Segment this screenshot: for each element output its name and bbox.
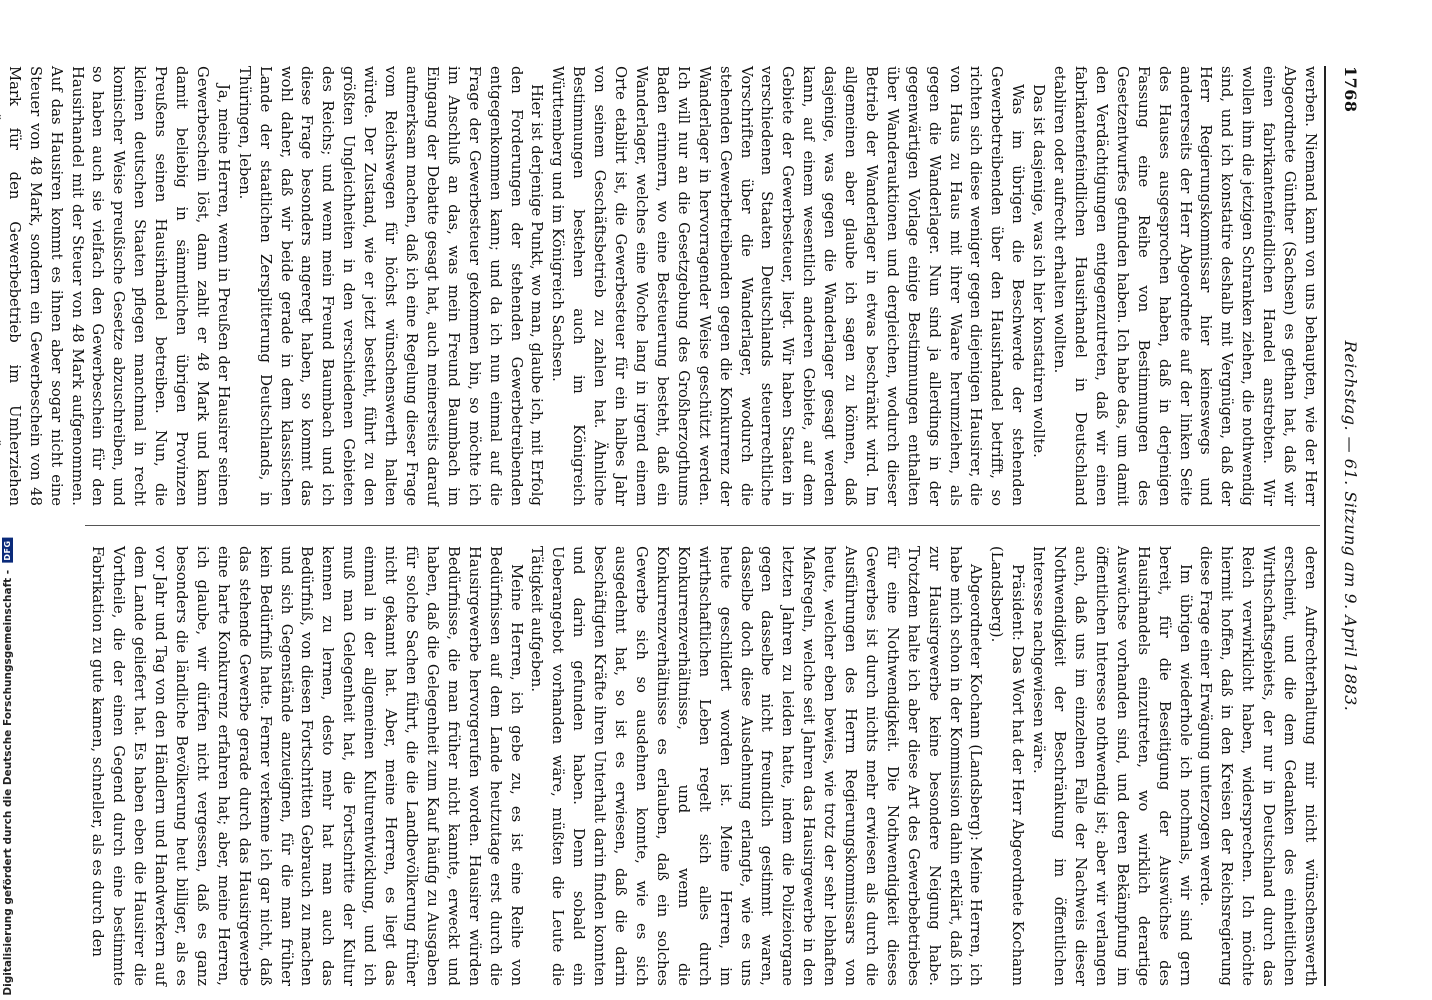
digitization-credit (0, 540, 14, 1000)
dfg-logo: DFG (3, 540, 12, 561)
paragraph: Abgeordneter Kochann (Landsberg): Meine Herren, ich habe mich schon in der Kommission dahin erklärt, daß ich zur Hausirgewerbe keine besondere Neigung habe. Trotzdem halte ich aber diese Art des Gewerbebetriebes für eine Nothwendigkeit. Die Nothwendigkeit dieses Gewerbes ist durch nichts mehr erwiesen als durch die Ausführungen des Herrn Regierungskommissars von heute, welcher eben bewies, wie trotz der sehr lebhaften Maßregeln, welche seit Jahren das Hausirgewerbe in den letzten Jahren zu leiden hatte, indem die Polizeiorgane gegen dasselbe nicht freundlich gestimmt waren, dasselbe doch diese Ausdehnung erlangte, wie es uns heute geschildert worden ist. Meine Herren, im wirthschaftlichen Leben regelt sich alles durch Konkurrenzverhältnisse, und wenn die Konkurrenzverhältnisse es erlauben, daß ein solches Gewerbe sich so ausdehnen konnte, wie es sich ausgedehnt hat, so ist es erwiesen, daß die darin beschäftigten Kräfte ihren Unterhalt darin finden konnten und darin gefunden haben. Denn sobald ein Ueberangebot vorhanden wäre, müßten die Leute die Tätigkeit aufgeben. (528, 546, 985, 986)
digitization-credit-text (2, 538, 14, 996)
paragraph: Was im übrigen die Beschwerde der stehenden Gewerbetreibenden über den Hausirhandel betrifft, so richten sich diese weniger gegen diejenigen Hausirer, die von Haus zu Haus mit ihrer Waare herumziehen, als gegen die Wanderlager. Nun sind ja allerdings in der gegenwärtigen Vorlage einige Bestimmungen enthalten über Wanderauktionen und dergleichen, wodurch dieser Betrieb der Wanderlager in etwas beschränkt wird. Im allgemeinen aber glaube ich sagen zu können, daß dasjenige, was gegen die Wanderlager gesagt werden kann, auf einem wesentlich anderen Gebiete, auf dem Gebiete der Gewerbesteuer, liegt. Wir haben Staaten in verschiedenen Staaten Deutschlands steuerrechtliche Vorschriften über die Wanderlager, wodurch die stehenden Gewerbetreibenden gegen die Konkurrenz der Wanderlager in hervorragender Weise geschützt werden. Ich will nur an die Gesetzgebung des Großherzogthums Baden erinnern, wo eine Besteuerung besteht, daß ein Wanderlager, welches eine Woche lang in irgend einem Orte etablirt ist, die Gewerbesteuer für ein halbes Jahr von seinem Geschäftsbetrieb zu zahlen hat. Ähnliche Bestimmungen bestehen auch im Königreich Württemberg und im Königreich Sachsen. (549, 66, 1027, 506)
paragraph: Ja, meine Herren, wenn in Preußen der Hausirer seinen Gewerbeschein löst, dann zahlt er 48 Mark und kann damit beliebig in sämmtlichen übrigen Provinzen Preußens seinen Hausirhandel betreiben. Nun, die kleinen deutschen Staaten pflegen manchmal in recht komischer Weise preußische Gesetze abzuschreiben, und so haben auch sie vielfach den Gewerbeschein für den Hausirhandel mit der Steuer von 48 Mark aufgenommen. Auf das Hausiren kommt es ihnen aber sogar nicht eine Steuer von 48 Mark, sondern ein Gewerbeschein von 48 Mark für den Gewerbebetrieb im Umherziehen (5, 66, 232, 506)
paragraph: Präsident: Das Wort hat der Herr Abgeordnete Kochann (Landsberg). (988, 546, 1027, 986)
credit-label: Digitalisierung gefördert durch die Deutsche Forschungsgemeinschaft - (2, 570, 14, 996)
paragraph: werben. Niemand kann von uns behaupten, wie der Herr Abgeordnete Günther (Sachsen) es gethan hat, daß wir einen fabrikantenfeindlichen Handel anstrebten. Wir wollen ihm die jetzigen Schranken ziehen, die nothwendig sind, und ich konstatire deshalb mit Vergnügen, daß der Herr Regierungskommissar hier keineswegs und andererseits der Herr Abgeordnete auf der linken Seite des Hauses ausgesprochen haben, daß in derjenigen Fassung eine Reihe von Bestimmungen des Gesetzentwurfes gefunden haben. Ich habe das, um damit den Verdächtigungen entgegenzutreten, daß wir einen fabrikantenfeindlichen Hausirhandel in Deutschland etabliren oder aufrecht erhalten wollten. (1051, 66, 1319, 506)
paragraph: Hier ist derjenige Punkt, wo man, glaube ich, mit Erfolg den Forderungen der stehenden Gewerbetreibenden entgegenkommen kann; und da ich nun einmal auf die Frage der Gewerbesteuer gekommen bin, so möchte ich im Anschluß an das, was mein Freund Baumbach im Eingang der Debatte gesagt hat, auch meinerseits darauf aufmerksam machen, daß ich eine Regelung dieser Frage vom Reichswegen für höchst wünschenswerth halten würde. Der Zustand, wie er jetzt besteht, führt zu den größten Ungleichheiten in den verschiedenen Gebieten des Reichs; und wenn mein Freund Baumbach und ich diese Frage besonders angeregt haben, so kommt das wohl daher, daß wir beide gerade in dem klassischen Lande der staatlichen Zersplitterung Deutschlands, in Thüringen, leben. (235, 66, 546, 506)
page-number: 1768 (1341, 66, 1360, 113)
right-column (85, 546, 1320, 986)
running-head: Reichstag. — 61. Sitzung am 9. April 1883. (1341, 340, 1360, 712)
paragraph: Das ist dasjenige, was ich hier konstatiren wollte. (1030, 84, 1048, 458)
left-column (5, 66, 1320, 506)
paragraph: Meine Herren, ich gebe zu, es ist eine Reihe von Bedürfnissen auf dem Lande heutzutage erst durch die Hausirgewerbe hervorgerufen worden. Hausirer würden Bedürfnisse, die man früher nicht kannte, erweckt und haben, daß die Gelegenheit zum Kauf häufig zu Ausgaben für solche Sachen führt, die die Landbevölkerung früher nicht gekannt hat. Aber, meine Herren, es liegt das einmal in der allgemeinen Kulturentwicklung, und ich muß man Gelegenheit hat, die Fortschritte der Kultur kennen zu lernen, desto mehr hat man auch das Bedürfniß, von diesen Fortschritten Gebrauch zu machen und sich Gegenstände anzueignen, für die man früher kein Bedürfniß hatte. Ferner verkenne ich gar nicht, daß das stehende Gewerbe gerade durch das Hausirgewerbe eine harte Konkurrenz erfahren hat; aber, meine Herren, ich glaube, wir dürfen nicht vergessen, daß es ganz besonders die ländliche Bevölkerung heut billiger, als es vor Jahr und Tag von den Händlern und Handwerkern auf dem Lande geliefert hat. Es haben eben die Hausirer die Vortheile, die der einen Gegend durch eine bestimmte Fabrikation zu gute kamen, schneller, als es durch den (89, 546, 525, 986)
column-divider (85, 525, 1320, 526)
paragraph: deren Aufrechterhaltung mir nicht wünschenswerth erscheint, und die dem Gedanken des einheitlichen Wirthschaftsgebiets, der nur in Deutschland durch das Reich verwirklicht haben, widersprechen. Ich möchte hiermit hoffen, daß in den Kreisen der Reichsregierung diese Frage einer Erwägung unterzogen werde. (1197, 546, 1319, 986)
paragraph: Im übrigen wiederhole ich nochmals, wir sind gern bereit, für die Beseitigung der Auswüchse des Hausirhandels einzutreten, wo wirklich derartige Auswüchse vorhanden sind, und deren Bekämpfung im öffentlichen Interesse nothwendig ist; aber wir verlangen auch, daß uns im einzelnen Falle der Nachweis dieser Nothwendigkeit der Beschränkung im öffentlichen Interesse nachgewiesen wäre. (1030, 546, 1194, 986)
page-header (1324, 66, 1366, 986)
